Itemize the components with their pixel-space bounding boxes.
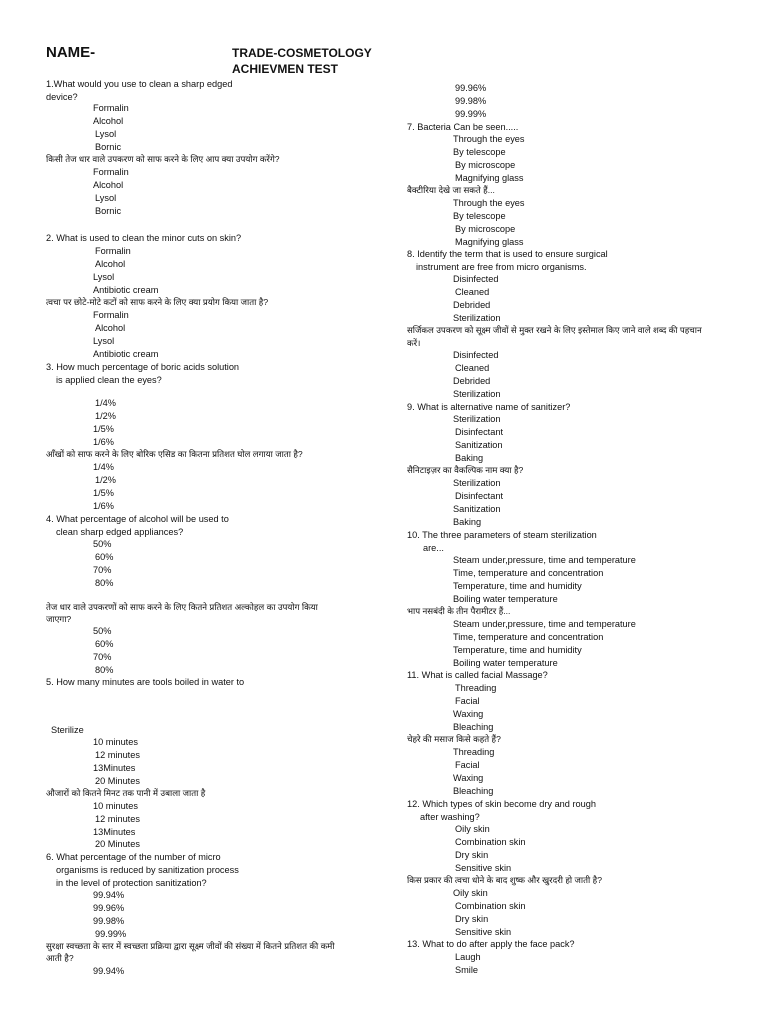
q6-option: 99.98% xyxy=(93,916,125,926)
q3-hindi-option: 1/6% xyxy=(93,501,114,511)
name-label: NAME- xyxy=(46,44,96,61)
q7-text: 7. Bacteria Can be seen..... xyxy=(407,122,519,132)
q3-text-line2: is applied clean the eyes? xyxy=(56,375,162,385)
q10-hindi-option: Temperature, time and humidity xyxy=(453,645,582,655)
q3-option: 1/5% xyxy=(93,424,114,434)
q12-text-line1: 12. Which types of skin become dry and rough xyxy=(407,799,596,809)
q12-text-line2: after washing? xyxy=(420,812,480,822)
q4-hindi-option: 50% xyxy=(93,626,112,636)
q5-option: 12 minutes xyxy=(95,750,140,760)
q8-text-line2: instrument are free from micro organisms. xyxy=(416,262,587,272)
q1-hindi-option: Bornic xyxy=(95,206,122,216)
q7-hindi-option: Through the eyes xyxy=(453,198,525,208)
q8-option: Debrided xyxy=(453,300,491,310)
q1-text-line2: device? xyxy=(46,92,78,102)
trade-title: TRADE-COSMETOLOGY xyxy=(232,46,372,60)
q2-option: Alcohol xyxy=(95,259,126,269)
q11-option: Facial xyxy=(455,696,480,706)
q5-hindi-option: 20 Minutes xyxy=(95,839,140,849)
q5-hindi-option: 10 minutes xyxy=(93,801,138,811)
q11-hindi-option: Facial xyxy=(455,760,480,770)
q12-hindi-option: Combination skin xyxy=(455,901,526,911)
q8-hindi-option: Sterilization xyxy=(453,389,501,399)
q3-text-line1: 3. How much percentage of boric acids solution xyxy=(46,362,240,372)
q6-hindi-option: 99.94% xyxy=(93,966,125,976)
q4-option: 50% xyxy=(93,539,112,549)
q6-option: 99.99% xyxy=(95,929,127,939)
q9-hindi-text: सैनिटाइज़र का वैकल्पिक नाम क्या है? xyxy=(407,465,524,475)
q1-hindi-option: Lysol xyxy=(95,193,117,203)
q9-hindi-option: Sanitization xyxy=(453,504,501,514)
q6-hindi-text-line2: आती है? xyxy=(46,953,74,963)
q1-option: Bornic xyxy=(95,142,122,152)
q13-text: 13. What to do after apply the face pack? xyxy=(407,939,575,949)
q9-hindi-option: Disinfectant xyxy=(455,491,504,501)
q2-option: Antibiotic cream xyxy=(93,285,159,295)
q1-hindi-text: किसी तेज धार वाले उपकरण को साफ करने के लिए आप क्या उपयोग करेंगे? xyxy=(46,154,280,164)
q1-option: Formalin xyxy=(93,103,129,113)
q7-option: By microscope xyxy=(455,160,516,170)
q12-hindi-option: Sensitive skin xyxy=(455,927,512,937)
q5-text-line1: 5. How many minutes are tools boiled in water to xyxy=(46,677,245,687)
q4-hindi-option: 70% xyxy=(93,652,112,662)
q8-hindi-text-line1: सर्जिकल उपकरण को सूक्ष्म जीवों से मुक्त रखने के लिए इस्तेमाल किए जाने वाले शब्द की पहचान xyxy=(407,325,702,335)
q2-option: Formalin xyxy=(95,246,131,256)
q11-hindi-option: Bleaching xyxy=(453,786,494,796)
q6-hindi-text-line1: सुरक्षा स्वच्छता के स्तर में स्वच्छता प्रक्रिया द्वारा सूक्ष्म जीवों की संख्या में कितने प्रतिशत की कमी xyxy=(46,941,335,951)
q10-text-line1: 10. The three parameters of steam sterilization xyxy=(407,530,597,540)
q4-hindi-option: 80% xyxy=(95,665,114,675)
q1-option: Alcohol xyxy=(93,116,124,126)
q6-text-line1: 6. What percentage of the number of micro xyxy=(46,852,221,862)
q8-option: Sterilization xyxy=(453,313,501,323)
q4-hindi-text-line1: तेज धार वाले उपकरणों को साफ करने के लिए कितने प्रतिशत अल्कोहल का उपयोग किया xyxy=(46,602,318,612)
q5-hindi-option: 13Minutes xyxy=(93,827,136,837)
q6-hindi-option: 99.99% xyxy=(455,109,487,119)
q11-hindi-text: चेहरे की मसाज किसे कहते हैं? xyxy=(407,734,501,744)
q8-option: Disinfected xyxy=(453,274,499,284)
q3-hindi-option: 1/4% xyxy=(93,462,114,472)
q1-hindi-option: Alcohol xyxy=(93,180,124,190)
q4-option: 70% xyxy=(93,565,112,575)
q4-text-line2: clean sharp edged appliances? xyxy=(56,527,184,537)
q4-text-line1: 4. What percentage of alcohol will be used to xyxy=(46,514,229,524)
q5-option: 13Minutes xyxy=(93,763,136,773)
q6-text-line2: organisms is reduced by sanitization process xyxy=(56,865,239,875)
q2-hindi-option: Antibiotic cream xyxy=(93,349,159,359)
q7-hindi-option: By microscope xyxy=(455,224,516,234)
q11-option: Threading xyxy=(455,683,497,693)
q6-option: 99.94% xyxy=(93,890,125,900)
q10-hindi-option: Steam under,pressure, time and temperature xyxy=(453,619,636,629)
q13-option: Laugh xyxy=(455,952,481,962)
q1-hindi-option: Formalin xyxy=(93,167,129,177)
q4-option: 60% xyxy=(95,552,114,562)
q8-hindi-option: Debrided xyxy=(453,376,491,386)
q7-hindi-option: Magnifying glass xyxy=(455,237,524,247)
q10-option: Temperature, time and humidity xyxy=(453,581,582,591)
q10-option: Boiling water temperature xyxy=(453,594,558,604)
q5-option: 20 Minutes xyxy=(95,776,140,786)
q3-hindi-text: आँखों को साफ करने के लिए बोरिक एसिड का कितना प्रतिशत घोल लगाया जाता है? xyxy=(46,449,303,459)
q2-hindi-option: Formalin xyxy=(93,310,129,320)
q8-hindi-option: Disinfected xyxy=(453,350,499,360)
q11-option: Waxing xyxy=(453,709,484,719)
q2-text: 2. What is used to clean the minor cuts on skin? xyxy=(46,233,242,243)
q8-option: Cleaned xyxy=(455,287,490,297)
q4-option: 80% xyxy=(95,578,114,588)
q7-option: By telescope xyxy=(453,147,506,157)
q2-option: Lysol xyxy=(93,272,115,282)
q7-option: Through the eyes xyxy=(453,134,525,144)
q6-option: 99.96% xyxy=(93,903,125,913)
q3-hindi-option: 1/2% xyxy=(95,475,116,485)
q6-text-line3: in the level of protection sanitization? xyxy=(56,878,207,888)
q9-option: Baking xyxy=(455,453,484,463)
q1-option: Lysol xyxy=(95,129,117,139)
q11-hindi-option: Threading xyxy=(453,747,495,757)
q4-hindi-option: 60% xyxy=(95,639,114,649)
q12-hindi-text: किस प्रकार की त्वचा धोने के बाद शुष्क और खुरदरी हो जाती है? xyxy=(407,875,602,885)
q10-hindi-option: Time, temperature and concentration xyxy=(453,632,604,642)
q12-option: Oily skin xyxy=(455,824,490,834)
q10-text-line2: are... xyxy=(423,543,444,553)
q7-hindi-text: बैक्टीरिया देखे जा सकते हैं... xyxy=(407,185,495,195)
q10-hindi-text: भाप नसबंदी के तीन पैरामीटर हैं... xyxy=(407,606,511,616)
test-title: ACHIEVMEN TEST xyxy=(232,62,339,76)
q3-option: 1/6% xyxy=(93,437,114,447)
q10-option: Steam under,pressure, time and temperature xyxy=(453,555,636,565)
q2-hindi-option: Alcohol xyxy=(95,323,126,333)
q12-option: Dry skin xyxy=(455,850,489,860)
q13-option: Smile xyxy=(455,965,478,975)
q8-hindi-text-line2: करें। xyxy=(407,338,421,348)
q9-option: Disinfectant xyxy=(455,427,504,437)
q5-hindi-option: 12 minutes xyxy=(95,814,140,824)
q9-option: Sanitization xyxy=(455,440,503,450)
q6-hindi-option: 99.98% xyxy=(455,96,487,106)
q4-hindi-text-line2: जाएगा? xyxy=(46,614,72,624)
q12-hindi-option: Dry skin xyxy=(455,914,489,924)
q8-text-line1: 8. Identify the term that is used to ensure surgical xyxy=(407,249,608,259)
q5-hindi-text: औजारों को कितने मिनट तक पानी में उबाला जाता है xyxy=(46,788,206,798)
q6-hindi-option: 99.96% xyxy=(455,83,487,93)
q12-option: Combination skin xyxy=(455,837,526,847)
q2-hindi-option: Lysol xyxy=(93,336,115,346)
q2-hindi-text: त्वचा पर छोटे-मोटे कटों को साफ करने के लिए क्या प्रयोग किया जाता है? xyxy=(46,297,269,307)
q12-hindi-option: Oily skin xyxy=(453,888,488,898)
q12-option: Sensitive skin xyxy=(455,863,512,873)
q3-option: 1/4% xyxy=(95,398,116,408)
q9-option: Sterilization xyxy=(453,414,501,424)
q10-option: Time, temperature and concentration xyxy=(453,568,604,578)
q7-option: Magnifying glass xyxy=(455,173,524,183)
q3-option: 1/2% xyxy=(95,411,116,421)
q9-hindi-option: Sterilization xyxy=(453,478,501,488)
q5-text-line2: Sterilize xyxy=(51,725,84,735)
q9-text: 9. What is alternative name of sanitizer? xyxy=(407,402,571,412)
q11-hindi-option: Waxing xyxy=(453,773,484,783)
q11-text: 11. What is called facial Massage? xyxy=(407,670,548,680)
q5-option: 10 minutes xyxy=(93,737,138,747)
q3-hindi-option: 1/5% xyxy=(93,488,114,498)
q8-hindi-option: Cleaned xyxy=(455,363,490,373)
q10-hindi-option: Boiling water temperature xyxy=(453,658,558,668)
q1-text-line1: 1.What would you use to clean a sharp edged xyxy=(46,79,233,89)
q11-option: Bleaching xyxy=(453,722,494,732)
q7-hindi-option: By telescope xyxy=(453,211,506,221)
q9-hindi-option: Baking xyxy=(453,517,482,527)
